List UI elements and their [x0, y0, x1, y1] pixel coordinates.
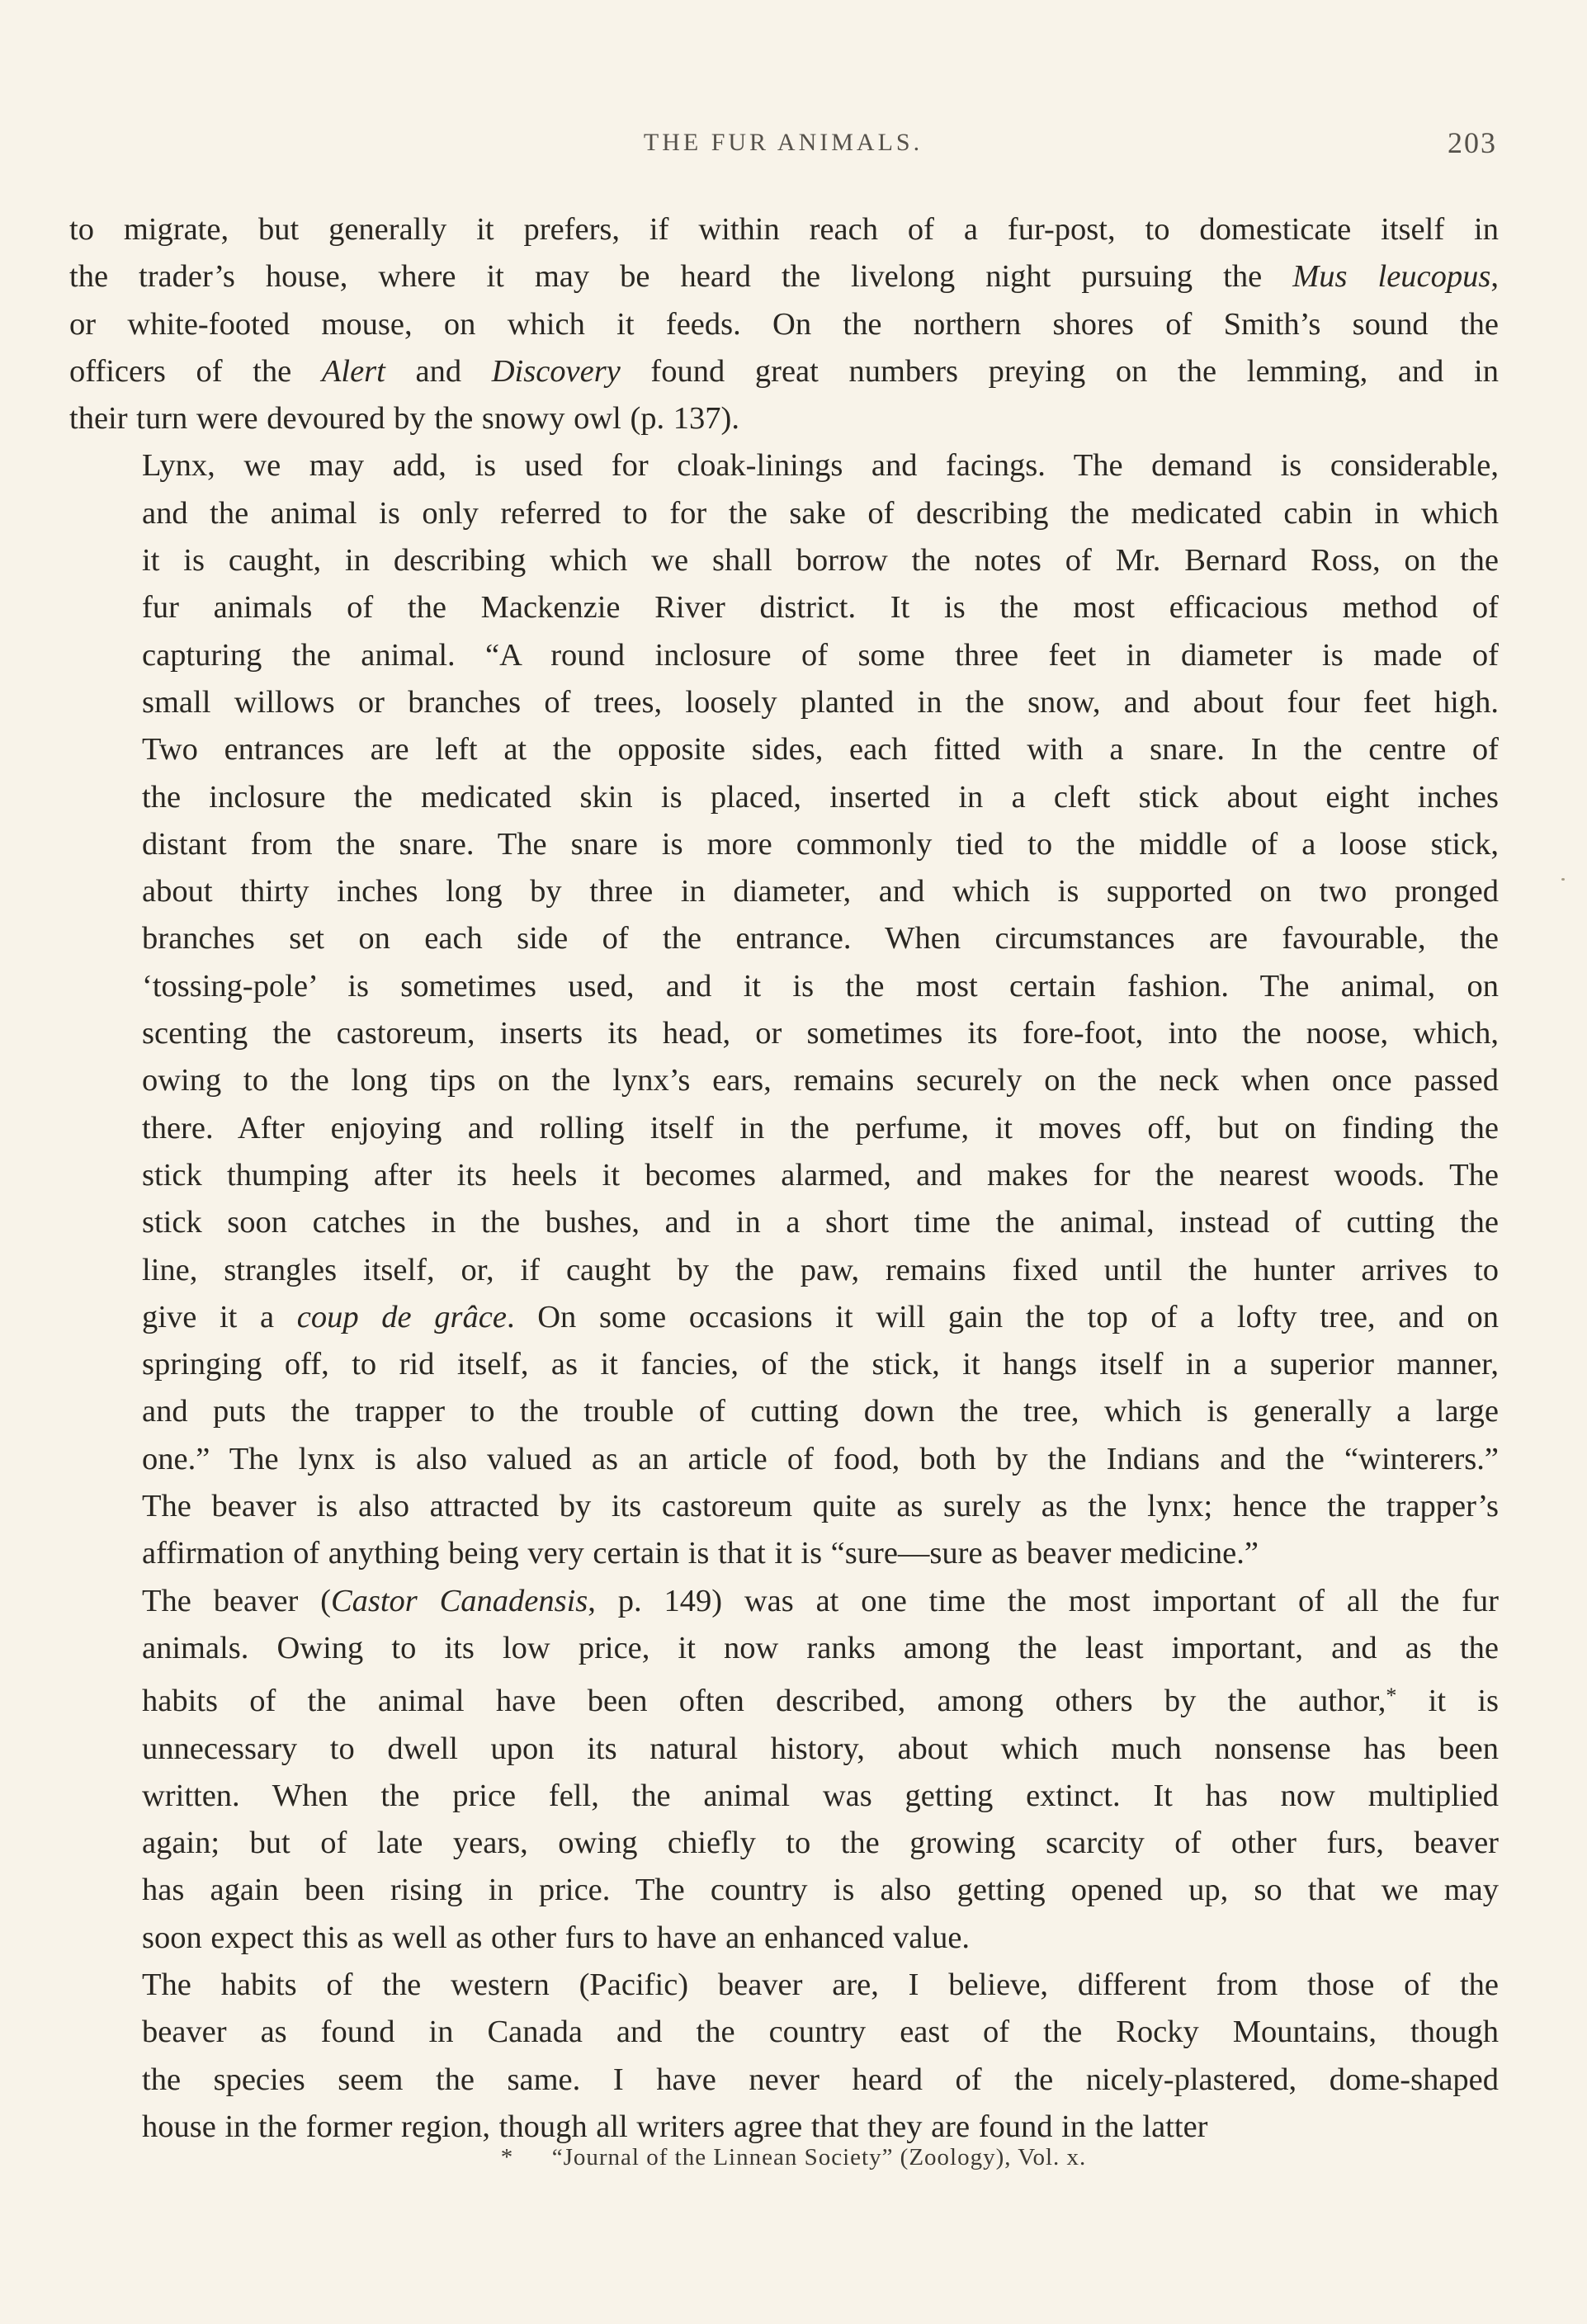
page-number: 203	[1448, 126, 1497, 159]
text-run: branches set on each side of the entrance. When circumstances are favourable, the	[142, 921, 1499, 957]
text-line	[69, 584, 1499, 631]
paper-speck	[1561, 878, 1565, 881]
text-run: their turn were devoured by the snowy owl (p. 137).	[69, 401, 739, 437]
text-run: fur animals of the Mackenzie River district. It is the most efficacious method of	[142, 590, 1499, 626]
text-line	[69, 632, 1499, 679]
text-line	[69, 821, 1499, 868]
italic-term: coup de grâce	[296, 1299, 507, 1334]
paragraph	[69, 1962, 1499, 2151]
text-run: has again been rising in price. The country is also getting opened up, so that we may	[142, 1873, 1499, 1908]
text-run: The beaver (	[142, 1583, 331, 1618]
text-run: the inclosure the medicated skin is placed, inserted in a cleft stick about eight inches	[142, 779, 1499, 815]
text-line	[69, 253, 1499, 300]
paragraph	[69, 1578, 1499, 1962]
paragraph	[69, 206, 1499, 442]
text-run: and	[385, 353, 492, 389]
text-run: capturing the animal. “A round inclosure of some three feet in diameter is made of	[142, 637, 1499, 673]
text-line	[69, 1341, 1499, 1388]
text-run: and puts the trapper to the trouble of cutting down the tree, which is generally a large	[142, 1394, 1499, 1429]
text-run: stick soon catches in the bushes, and in a short time the animal, instead of cutting the	[142, 1205, 1499, 1240]
text-line	[69, 2009, 1499, 2056]
text-line	[69, 1247, 1499, 1294]
text-run: it is caught, in describing which we shall borrow the notes of Mr. Bernard Ross, on the	[142, 543, 1499, 579]
footnote-text: “Journal of the Linnean Society” (Zoology), Vol. x.	[551, 2144, 1087, 2170]
text-line	[69, 1726, 1499, 1773]
text-run: the species seem the same. I have never heard of the nicely-plastered, dome-shaped	[142, 2062, 1499, 2097]
text-run: stick thumping after its heels it becomes alarmed, and makes for the nearest woods. The	[142, 1157, 1499, 1193]
text-line	[69, 1672, 1499, 1725]
text-line	[69, 1105, 1499, 1152]
text-line	[69, 1057, 1499, 1104]
text-line	[69, 915, 1499, 962]
text-line	[69, 1867, 1499, 1914]
text-run: . On some occasions it will gain the top of a lofty tree, and on	[506, 1299, 1499, 1334]
text-line	[69, 679, 1499, 726]
text-run: about thirty inches long by three in diameter, and which is supported on two pronged	[142, 874, 1499, 909]
text-run: officers of the	[69, 353, 322, 389]
text-run: owing to the long tips on the lynx’s ears, remains securely on the neck when once passed	[142, 1063, 1499, 1098]
text-run: and the animal is only referred to for the sake of describing the medicated cabin in which	[142, 495, 1499, 531]
text-line	[69, 1820, 1499, 1867]
text-line	[69, 1773, 1499, 1820]
text-run: again; but of late years, owing chiefly to the growing scarcity of other furs, beaver	[142, 1826, 1499, 1861]
text-line	[69, 868, 1499, 915]
text-run: affirmation of anything being very certain is that it is “sure—sure as beaver medicine.”	[142, 1536, 1259, 1571]
text-run: scenting the castoreum, inserts its head, or sometimes its fore-foot, into the noose, which,	[142, 1016, 1499, 1051]
italic-term: Castor Canadensis	[330, 1583, 588, 1618]
text-line	[69, 395, 1499, 442]
text-run: soon expect this as well as other furs to have an enhanced value.	[142, 1920, 971, 1955]
text-line	[69, 1199, 1499, 1246]
text-run: beaver as found in Canada and the country east of the Rocky Mountains, though	[142, 2015, 1499, 2050]
text-line	[69, 774, 1499, 821]
text-line	[69, 1436, 1499, 1483]
text-line	[69, 301, 1499, 348]
footnote	[0, 2144, 1587, 2171]
text-run: springing off, to rid itself, as it fancies, of the stick, it hangs itself in a superior manner,	[142, 1347, 1499, 1382]
italic-term: Alert	[321, 353, 385, 389]
text-run: it is	[1396, 1684, 1499, 1719]
text-line	[69, 963, 1499, 1010]
text-run: habits of the animal have been often described, among others by the author,	[142, 1684, 1386, 1719]
text-run: animals. Owing to its low price, it now ranks among the least important, and as the	[142, 1630, 1499, 1665]
body-text	[69, 206, 1499, 2151]
footnote-mark: *	[500, 2144, 514, 2170]
text-run: there. After enjoying and rolling itself in the perfume, it moves off, but on finding the	[142, 1110, 1499, 1145]
text-run: distant from the snare. The snare is more commonly tied to the middle of a loose stick,	[142, 826, 1499, 862]
text-run: The habits of the western (Pacific) beaver are, I believe, different from those of the	[142, 1967, 1499, 2002]
text-run: the trader’s house, where it may be heard the livelong night pursuing the	[69, 259, 1293, 295]
text-line	[69, 1625, 1499, 1672]
text-line	[69, 1915, 1499, 1962]
text-line	[69, 1530, 1499, 1577]
text-line	[69, 1388, 1499, 1435]
text-run: ‘tossing-pole’ is sometimes used, and it is the most certain fashion. The animal, on	[142, 968, 1499, 1004]
text-run: ,	[1490, 259, 1499, 295]
italic-term: Discovery	[491, 353, 621, 389]
footnote-reference: *	[1386, 1684, 1397, 1708]
text-run: house in the former region, though all writers agree that they are found in the latter	[142, 2109, 1208, 2144]
text-line	[69, 490, 1499, 537]
text-line	[69, 348, 1499, 395]
text-line	[69, 1483, 1499, 1530]
text-line	[69, 537, 1499, 584]
text-line	[69, 1152, 1499, 1199]
text-run: line, strangles itself, or, if caught by the paw, remains fixed until the hunter arrives to	[142, 1252, 1499, 1287]
text-run: , p. 149) was at one time the most important of all the fur	[588, 1583, 1499, 1618]
text-run: to migrate, but generally it prefers, if within reach of a fur-post, to domesticate itself in	[69, 212, 1499, 247]
text-run: Lynx, we may add, is used for cloak-linings and facings. The demand is considerable,	[142, 448, 1499, 484]
text-run: The beaver is also attracted by its castoreum quite as surely as the lynx; hence the trapper’s	[142, 1489, 1499, 1524]
running-title: THE FUR ANIMALS.	[643, 129, 923, 156]
text-run: give it a	[142, 1299, 297, 1334]
text-run: unnecessary to dwell upon its natural history, about which much nonsense has been	[142, 1731, 1499, 1766]
text-run: small willows or branches of trees, loosely planted in the snow, and about four feet high.	[142, 684, 1499, 720]
paragraph	[69, 442, 1499, 1577]
text-line	[69, 1578, 1499, 1625]
italic-term: Mus leucopus	[1292, 259, 1491, 295]
text-line	[69, 1294, 1499, 1341]
running-head	[69, 126, 1497, 170]
text-line	[69, 1962, 1499, 2009]
text-run: or white-footed mouse, on which it feeds. On the northern shores of Smith’s sound the	[69, 306, 1499, 342]
text-run: Two entrances are left at the opposite sides, each fitted with a snare. In the centre of	[142, 732, 1499, 768]
text-run: found great numbers preying on the lemming, and in	[620, 353, 1499, 389]
text-line	[69, 2057, 1499, 2104]
text-run: one.” The lynx is also valued as an article of food, both by the Indians and the “winterers.”	[142, 1441, 1499, 1476]
text-line	[69, 1010, 1499, 1057]
text-line	[69, 726, 1499, 773]
text-line	[69, 442, 1499, 489]
text-run: written. When the price fell, the animal was getting extinct. It has now multiplied	[142, 1778, 1499, 1813]
text-line	[69, 206, 1499, 253]
